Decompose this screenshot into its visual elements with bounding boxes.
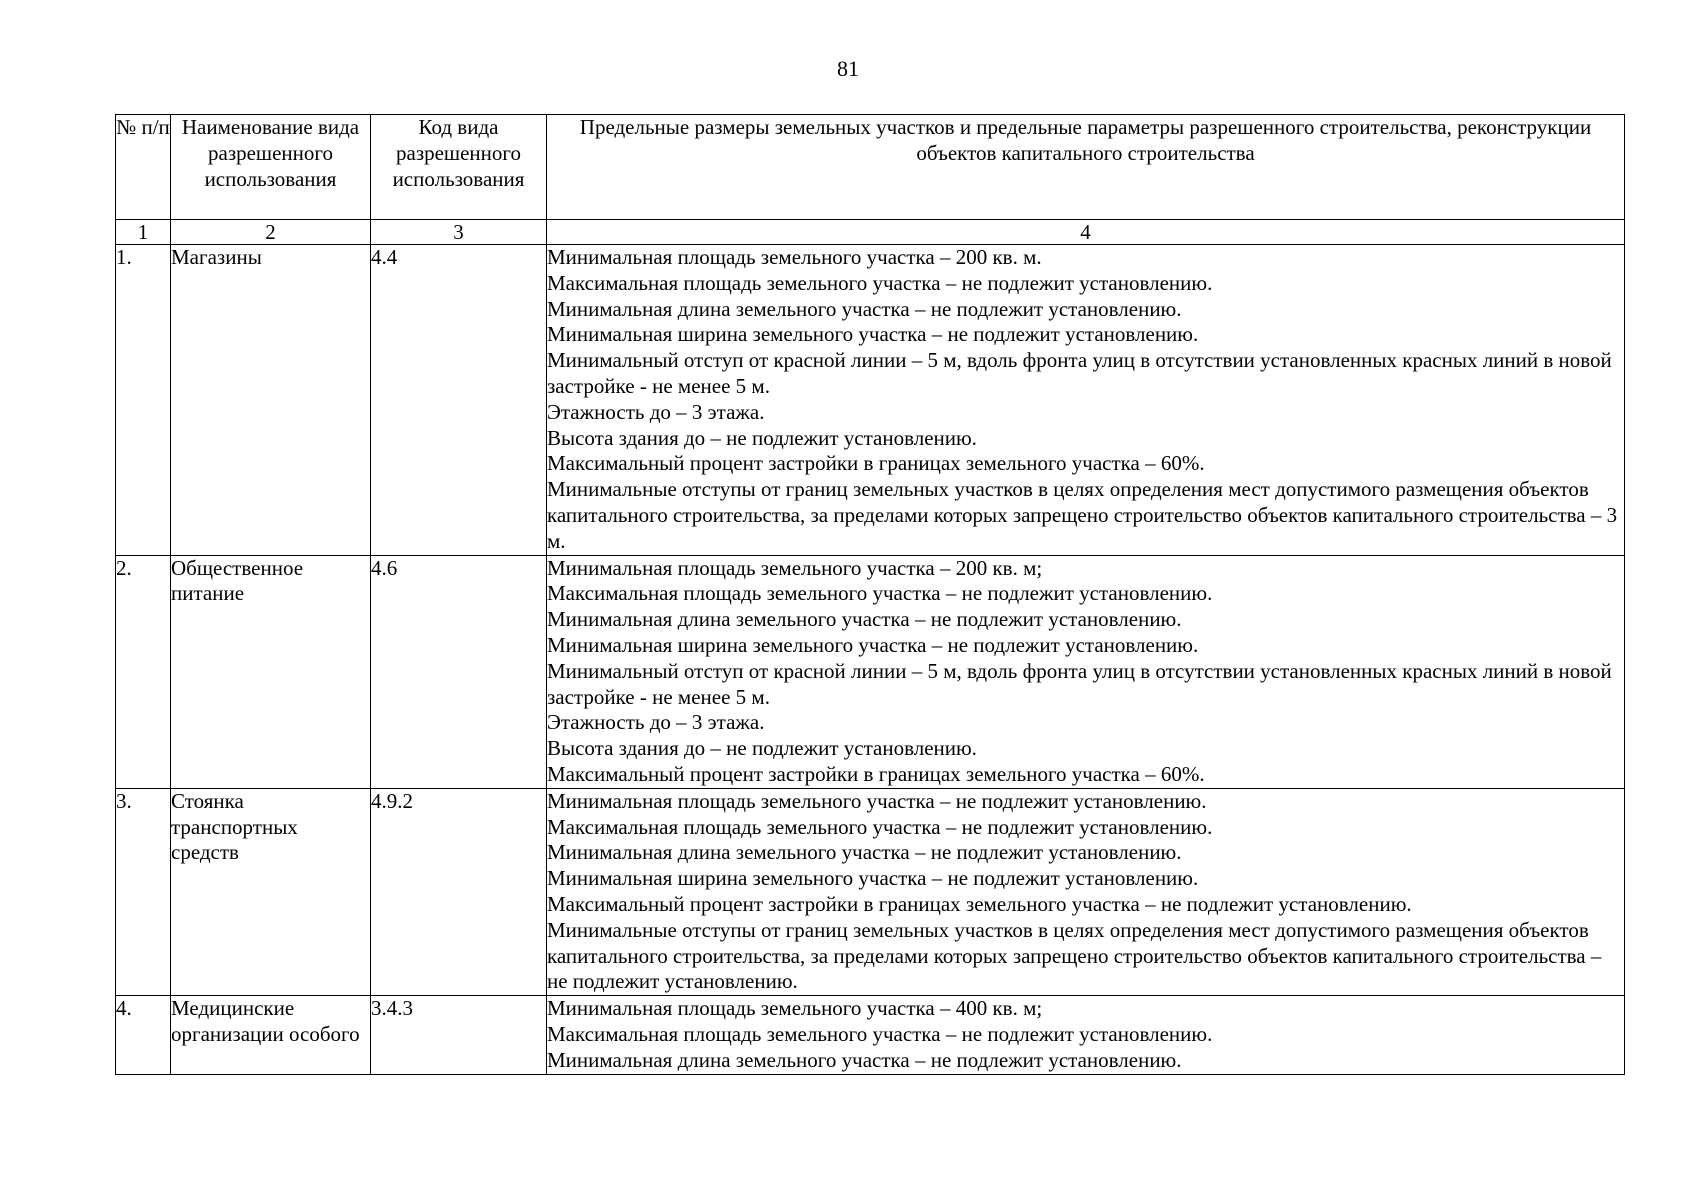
parameters-cell [547, 555, 1625, 788]
page-number: 81 [837, 56, 859, 81]
column-number: 3 [371, 220, 547, 245]
parameter-line: Максимальная площадь земельного участка – не подлежит установлению. [547, 270, 1213, 295]
row-number: 2. [116, 555, 171, 788]
parameter-line: Максимальный процент застройки в границах земельного участка – 60%. [547, 761, 1205, 786]
table-header-row [116, 115, 1625, 220]
use-type-name: Медицинские организации особого [171, 996, 371, 1074]
parameters-cell [547, 245, 1625, 556]
parameter-line: Этажность до – 3 этажа. [547, 399, 765, 424]
parameter-line: Максимальная площадь земельного участка – не подлежит установлению. [547, 581, 1213, 606]
parameter-line: Минимальная длина земельного участка – не подлежит установлению. [547, 296, 1182, 321]
parameter-line: Минимальные отступы от границ земельных участков в целях определения мест допустимого размещения объектов капитального строительства, за пределами которых запрещено строительство объектов капитального строительства – не подлежит установлению. [547, 917, 1602, 994]
column-number: 1 [116, 220, 171, 245]
column-number-row [116, 220, 1625, 245]
parameter-line: Этажность до – 3 этажа. [547, 710, 765, 735]
use-type-name: Стоянка транспортных средств [171, 788, 371, 995]
parameter-line: Минимальный отступ от красной линии – 5 м, вдоль фронта улиц в отсутствии установленных красных линий в новой застройке - не менее 5 м. [547, 348, 1612, 398]
header-name: Наименование вида разрешенного использования [171, 115, 371, 220]
parameter-line: Минимальные отступы от границ земельных участков в целях определения мест допустимого размещения объектов капитального строительства, за пределами которых запрещено строительство объектов капитального строительства – 3 м. [547, 477, 1618, 553]
use-type-code: 3.4.3 [371, 996, 547, 1074]
row-number: 1. [116, 245, 171, 556]
parameter-line: Минимальная ширина земельного участка – не подлежит установлению. [547, 632, 1199, 657]
parameter-line: Максимальный процент застройки в границах земельного участка – не подлежит установлению. [547, 891, 1412, 916]
column-number: 2 [171, 220, 371, 245]
parameters-cell [547, 996, 1625, 1074]
parameter-line: Высота здания до – не подлежит установлению. [547, 425, 977, 450]
parameters-cell [547, 788, 1625, 995]
parameter-line: Максимальная площадь земельного участка – не подлежит установлению. [547, 1021, 1213, 1046]
parameter-line: Минимальная площадь земельного участка – не подлежит установлению. [547, 788, 1207, 813]
parameter-line: Минимальная площадь земельного участка – 400 кв. м; [547, 996, 1043, 1021]
header-params: Предельные размеры земельных участков и предельные параметры разрешенного строительства, реконструкции объектов капитального строительства [547, 115, 1625, 220]
row-number: 4. [116, 996, 171, 1074]
parameter-line: Максимальный процент застройки в границах земельного участка – 60%. [547, 451, 1205, 476]
table-row [116, 788, 1625, 995]
header-num: № п/п [116, 115, 171, 220]
use-type-name: Магазины [171, 245, 371, 556]
parameter-line: Минимальная ширина земельного участка – не подлежит установлению. [547, 866, 1199, 891]
column-number: 4 [547, 220, 1625, 245]
parameter-line: Минимальная длина земельного участка – не подлежит установлению. [547, 1047, 1182, 1072]
land-use-parameters-table [115, 114, 1625, 1075]
parameter-line: Минимальная площадь земельного участка – 200 кв. м. [547, 245, 1042, 269]
table-row [116, 245, 1625, 556]
header-code: Код вида разрешенного использования [371, 115, 547, 220]
parameter-line: Минимальная площадь земельного участка – 200 кв. м; [547, 555, 1043, 580]
row-number: 3. [116, 788, 171, 995]
parameter-line: Минимальная длина земельного участка – не подлежит установлению. [547, 840, 1182, 865]
table-row [116, 555, 1625, 788]
parameter-line: Максимальная площадь земельного участка – не подлежит установлению. [547, 814, 1213, 839]
use-type-code: 4.9.2 [371, 788, 547, 995]
use-type-code: 4.6 [371, 555, 547, 788]
table-row [116, 996, 1625, 1074]
parameter-line: Высота здания до – не подлежит установлению. [547, 736, 977, 761]
parameter-line: Минимальная ширина земельного участка – не подлежит установлению. [547, 322, 1199, 347]
use-type-name: Общественное питание [171, 555, 371, 788]
parameter-line: Минимальная длина земельного участка – не подлежит установлению. [547, 607, 1182, 632]
parameter-line: Минимальный отступ от красной линии – 5 м, вдоль фронта улиц в отсутствии установленных красных линий в новой застройке - не менее 5 м. [547, 658, 1612, 709]
use-type-code: 4.4 [371, 245, 547, 556]
